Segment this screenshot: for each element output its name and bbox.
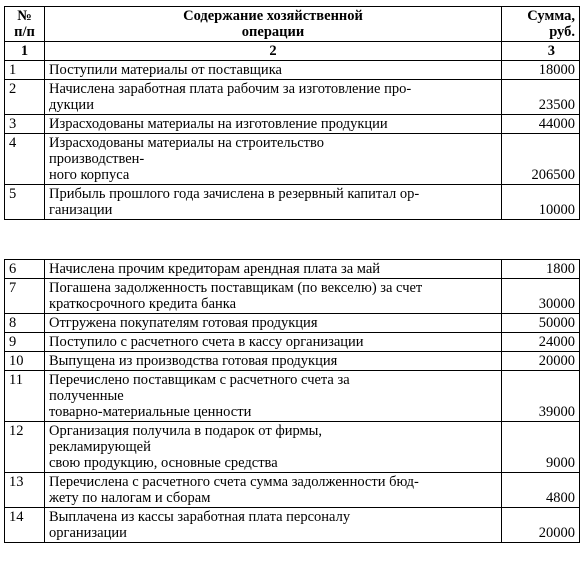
operation-description: Израсходованы материалы на строительство производствен- ного корпуса — [45, 134, 502, 185]
operation-amount: 10000 — [502, 185, 580, 220]
table-header-row — [5, 7, 580, 42]
operation-amount: 9000 — [502, 422, 580, 473]
column-index-1: 1 — [5, 42, 45, 61]
operations-table-part-2 — [4, 259, 580, 543]
table-row — [5, 80, 580, 115]
table-row — [5, 352, 580, 371]
row-number: 6 — [5, 260, 45, 279]
column-index-row — [5, 42, 580, 61]
operation-amount: 24000 — [502, 333, 580, 352]
table-row — [5, 260, 580, 279]
row-number: 5 — [5, 185, 45, 220]
table-row — [5, 333, 580, 352]
table-row — [5, 508, 580, 543]
operation-description: Перечислено поставщикам с расчетного счета за полученные товарно-материальные ценности — [45, 371, 502, 422]
table-row — [5, 371, 580, 422]
row-number: 12 — [5, 422, 45, 473]
operation-description: Организация получила в подарок от фирмы, рекламирующей свою продукцию, основные средства — [45, 422, 502, 473]
table-row — [5, 61, 580, 80]
row-number: 13 — [5, 473, 45, 508]
operation-amount: 18000 — [502, 61, 580, 80]
operation-description: Погашена задолженность поставщикам (по векселю) за счет краткосрочного кредита банка — [45, 279, 502, 314]
header-description: Содержание хозяйственной операции — [45, 7, 502, 42]
row-number: 8 — [5, 314, 45, 333]
operation-amount: 4800 — [502, 473, 580, 508]
operation-amount: 20000 — [502, 352, 580, 371]
operation-description: Выпущена из производства готовая продукция — [45, 352, 502, 371]
table-row — [5, 473, 580, 508]
operation-amount: 44000 — [502, 115, 580, 134]
operation-amount: 23500 — [502, 80, 580, 115]
operation-description: Начислена прочим кредиторам арендная плата за май — [45, 260, 502, 279]
operations-table-part-1 — [4, 6, 580, 220]
row-number: 7 — [5, 279, 45, 314]
operation-description: Перечислена с расчетного счета сумма задолженности бюд- жету по налогам и сборам — [45, 473, 502, 508]
table-row — [5, 422, 580, 473]
table-row — [5, 115, 580, 134]
column-index-2: 2 — [45, 42, 502, 61]
row-number: 9 — [5, 333, 45, 352]
row-number: 11 — [5, 371, 45, 422]
row-number: 10 — [5, 352, 45, 371]
operation-description: Израсходованы материалы на изготовление продукции — [45, 115, 502, 134]
header-amount: Сумма, руб. — [502, 7, 580, 42]
operation-description: Прибыль прошлого года зачислена в резервный капитал ор- ганизации — [45, 185, 502, 220]
row-number: 3 — [5, 115, 45, 134]
row-number: 4 — [5, 134, 45, 185]
operation-amount: 50000 — [502, 314, 580, 333]
table-row — [5, 279, 580, 314]
row-number: 14 — [5, 508, 45, 543]
operation-amount: 30000 — [502, 279, 580, 314]
operation-amount: 1800 — [502, 260, 580, 279]
row-number: 2 — [5, 80, 45, 115]
table-row — [5, 134, 580, 185]
operation-description: Поступило с расчетного счета в кассу организации — [45, 333, 502, 352]
operation-amount: 20000 — [502, 508, 580, 543]
table-row — [5, 314, 580, 333]
table-row — [5, 185, 580, 220]
operation-description: Выплачена из кассы заработная плата персоналу организации — [45, 508, 502, 543]
operation-description: Начислена заработная плата рабочим за изготовление про- дукции — [45, 80, 502, 115]
row-number: 1 — [5, 61, 45, 80]
operation-amount: 39000 — [502, 371, 580, 422]
operation-description: Отгружена покупателям готовая продукция — [45, 314, 502, 333]
header-number: № п/п — [5, 7, 45, 42]
column-index-3: 3 — [502, 42, 580, 61]
operation-description: Поступили материалы от поставщика — [45, 61, 502, 80]
operation-amount: 206500 — [502, 134, 580, 185]
